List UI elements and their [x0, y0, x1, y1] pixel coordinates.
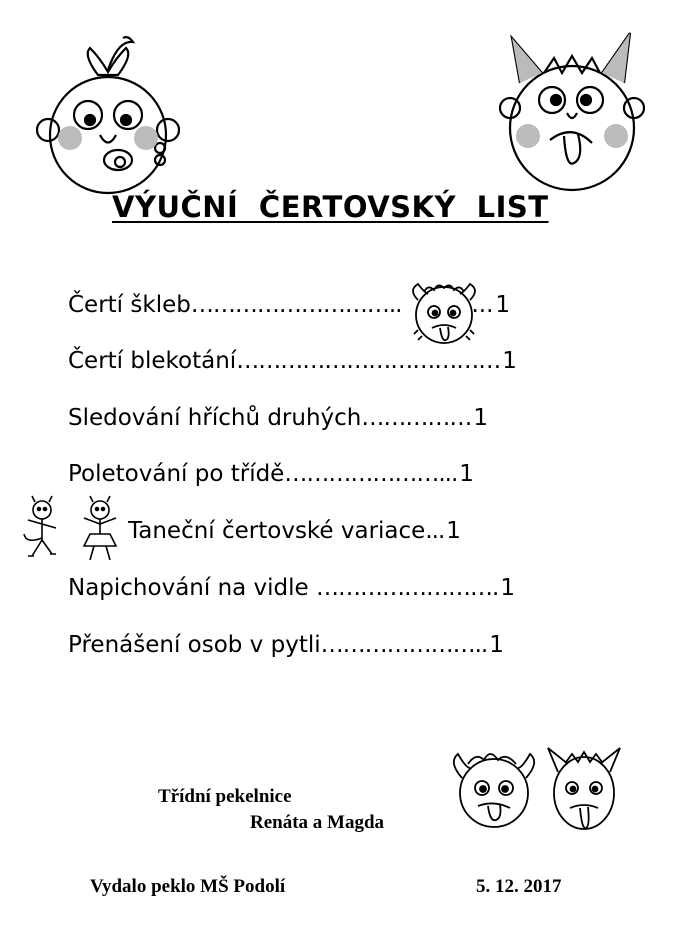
item-label: Poletování po třídě: [68, 461, 285, 487]
issuer-text: Vydalo peklo MŠ Podolí: [90, 876, 286, 897]
item-label: Taneční čertovské variace: [128, 518, 426, 544]
item-label: Přenášení osob v pytli: [68, 632, 321, 658]
item-count: 1: [500, 575, 515, 601]
item-dots: ………………………………: [236, 348, 501, 374]
list-item-3: [68, 461, 474, 487]
signature-names: Renáta a Magda: [250, 812, 385, 833]
item-count: 1: [502, 348, 517, 374]
list-item-5: [68, 575, 515, 601]
signature-heading: Třídní pekelnice: [158, 786, 292, 807]
item-dots: …………………….: [316, 575, 499, 601]
item-count: 1: [495, 292, 511, 318]
item-count: 1: [459, 461, 474, 487]
item-dots: ………………………..: [190, 292, 402, 318]
item-dots: …………………..: [320, 632, 488, 658]
item-count: 1: [489, 632, 504, 658]
item-label: Sledování hříchů druhých: [68, 405, 362, 431]
item-count: 1: [473, 405, 489, 431]
list-item-6: [68, 632, 504, 658]
list-item-1: [68, 348, 517, 374]
item-label: Čertí škleb: [68, 292, 191, 318]
dancing-devils-icon: [20, 494, 128, 566]
list-item-2: [68, 405, 488, 431]
item-dots: ...: [425, 518, 445, 544]
item-count: 1: [446, 518, 461, 544]
item-dots: …………………...: [284, 461, 458, 487]
item-label: Čertí blekotání: [68, 348, 237, 374]
small-devil-face-icon: [404, 270, 484, 350]
baby-face-icon: [28, 30, 188, 195]
list-item-4: [128, 518, 461, 544]
page-title: VÝUČNÍ ČERTOVSKÝ LIST: [112, 190, 549, 224]
devil-face-icon: [492, 28, 652, 193]
item-label: Napichování na vidle: [68, 575, 317, 601]
issue-date: 5. 12. 2017: [476, 876, 562, 897]
item-dots-after: ...: [471, 292, 494, 318]
item-dots: ……………: [361, 405, 472, 431]
two-devil-faces-icon: [444, 738, 634, 838]
